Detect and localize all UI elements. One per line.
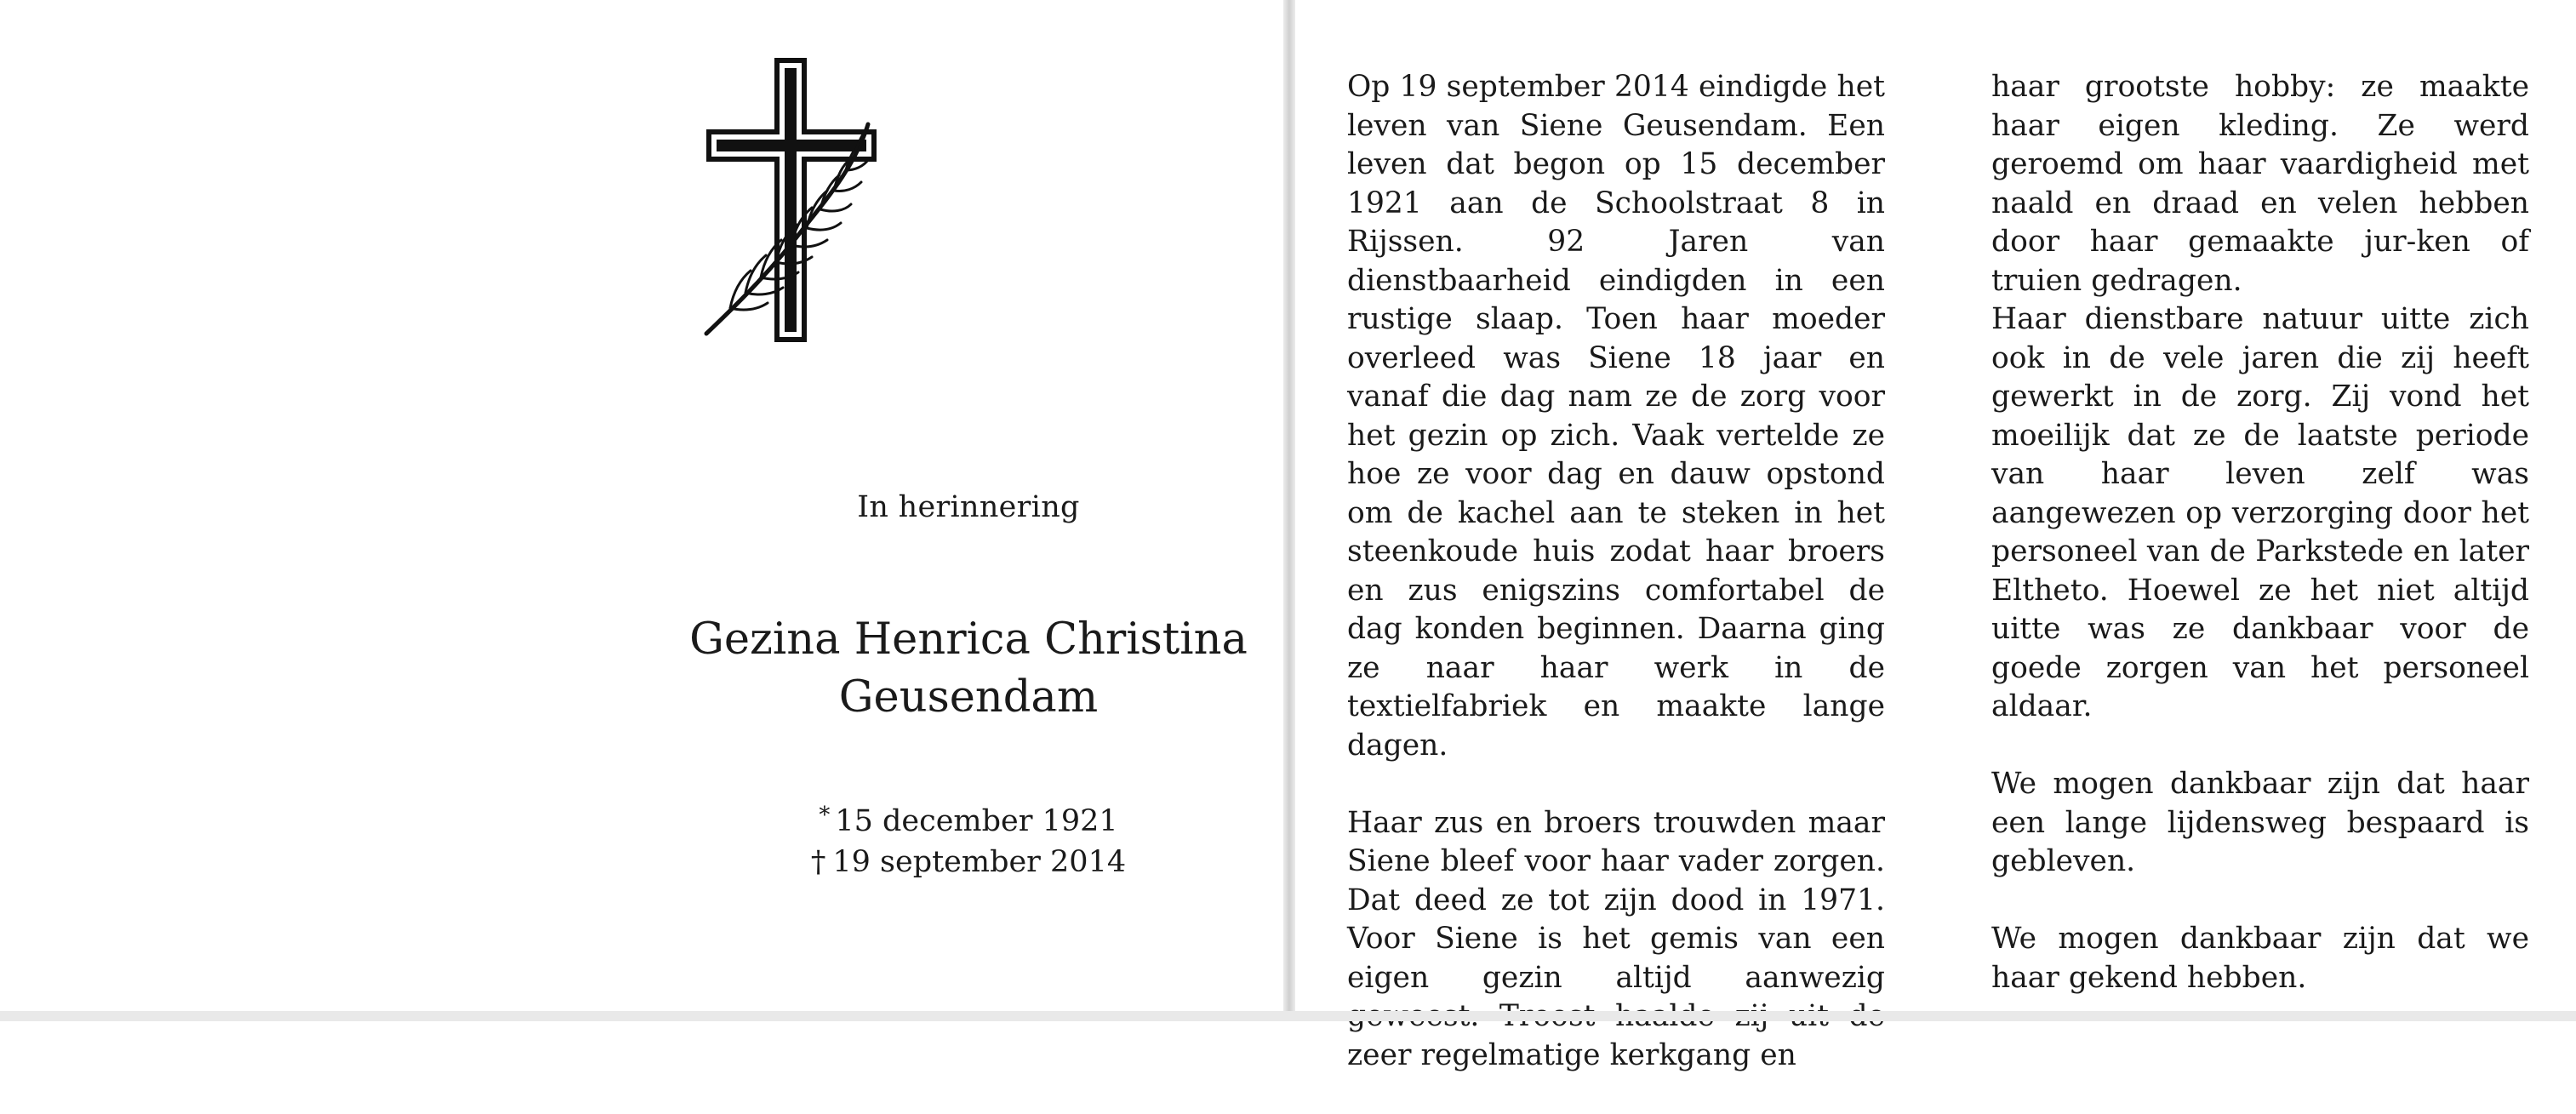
paragraph: Haar zus en broers trouwden maar Siene bleef voor haar vader zorgen. Dat deed ze tot zijn dood in 1971. Voor Siene is het gemis van een eigen gezin altijd aanwezig zeer regelmatige kerkgang en [1347, 805, 1885, 1072]
text-column-1 [1347, 68, 1885, 1114]
cross-with-palm-branch-icon [705, 56, 883, 346]
paragraph: Op 19 september 2014 eindigde het leven van Siene Geusendam. Een leven dat begon op 15 december 1921 aan de Schoolstraat 8 in Rijssen. 92 Jaren van dienstbaarheid eindigden in een rustige slaap. Toen haar moeder overleed was Siene 18 jaar en vanaf die dag nam ze de zorg voor het gezin op zich. Vaak vertelde ze hoe ze voor dag en dauw opstond om de kachel aan te steken in het steenkoude huis zodat haar broers en zus enigszins comfortabel de dag konden beginnen. Daarna ging ze naar haar werk in de textielfabriek en maakte lange dagen. [1347, 70, 1885, 763]
paragraph: haar grootste hobby: ze maakte haar eigen kleding. Ze werd geroemd om haar vaardigheid met naald en draad en velen hebben door haar gemaakte jur-ken of truien gedragen. [1991, 70, 2529, 298]
text-column-2 [1991, 68, 2529, 1037]
death-symbol: † [810, 845, 826, 879]
paragraph: We mogen dankbaar zijn dat we haar gekend hebben. [1991, 922, 2529, 995]
name-line-last: Geusendam [838, 672, 1099, 723]
birth-symbol: * [819, 803, 831, 828]
memory-label: In herinnering [857, 490, 1080, 524]
death-date: 19 september 2014 [832, 845, 1127, 879]
paragraph: Haar dienstbare natuur uitte zich ook in de vele jaren die zij heeft gewerkt in de zorg. Zij vond het moeilijk dat ze de laatste periode van haar leven zelf was aangewezen op verzorging door het personeel van de Parkstede en later Eltheto. Hoewel ze het niet altijd uitte was ze dankbaar voor de goede zorgen van het personeel aldaar. [1991, 302, 2529, 723]
paragraph: We mogen dankbaar zijn dat haar een lange lijdensweg bespaard is gebleven. [1991, 767, 2529, 878]
card-bottom-edge [0, 1011, 2576, 1021]
birth-date: 15 december 1921 [835, 804, 1118, 838]
name-line-first: Gezina Henrica Christina [689, 614, 1248, 665]
